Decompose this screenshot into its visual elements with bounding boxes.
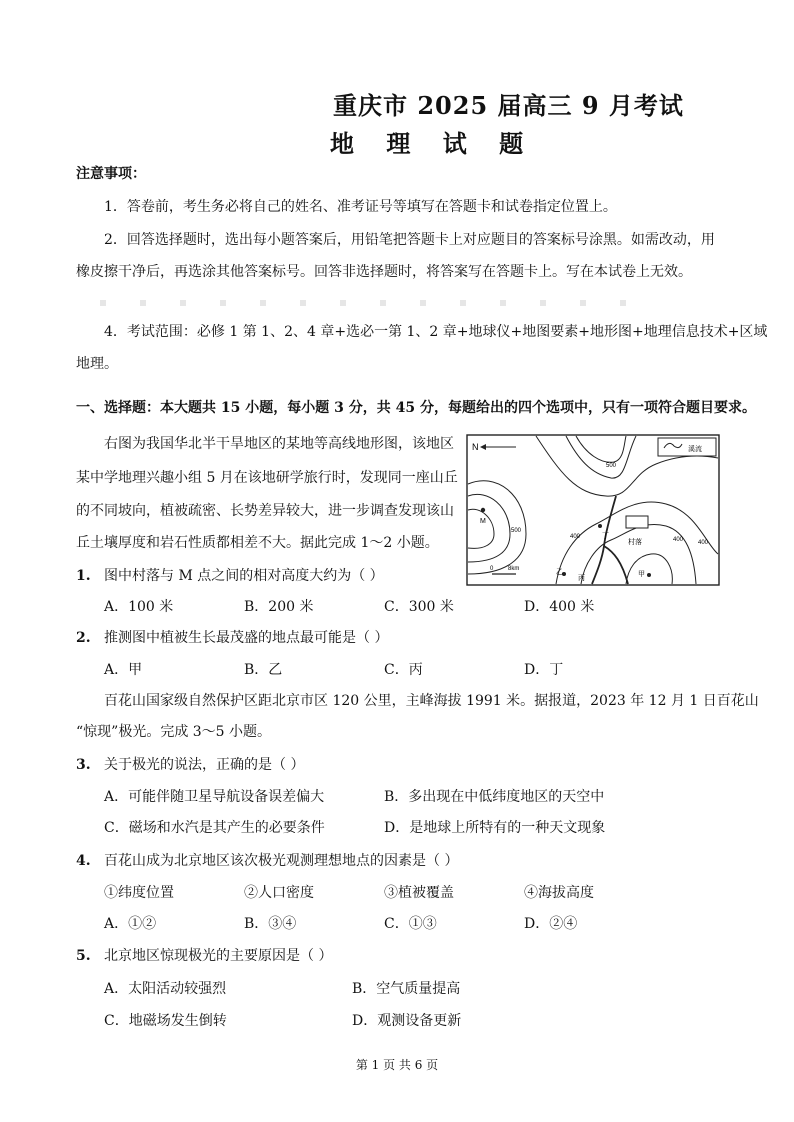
q4-stem: 百花山成为北京地区该次极光观测理想地点的因素是（ ） [104,853,459,869]
contour-label: 500 [511,528,522,534]
passage2-line1: 百花山国家级自然保护区距北京市区 120 公里，主峰海拔 1991 米。据报道，2023 年 12 月 1 日百花山 [104,693,759,709]
q3-option-c: C．磁场和水汽是其产生的必要条件 [104,820,325,836]
point-jia-label: 甲 [638,571,645,578]
q4-number: 4. [76,853,91,869]
q2-option-a: A．甲 [104,662,143,678]
point-jia-marker [647,573,651,577]
contour-label: 400 [698,540,709,546]
point-ding-marker [598,524,602,528]
q4-option-b: B．③④ [244,916,297,932]
contour-label: 400 [570,534,581,540]
point-m-label: M [480,518,486,525]
contour-label: 400 [673,537,684,543]
q3-option-d: D．是地球上所特有的一种天文现象 [384,820,606,836]
q3-stem: 关于极光的说法，正确的是（ ） [104,757,305,773]
point-yi-label: 乙 [556,569,563,576]
q1-option-a: A．100 米 [104,599,174,615]
q4-statement-4: ④海拔高度 [524,885,594,901]
q5-stem: 北京地区惊现极光的主要原因是（ ） [104,948,333,964]
notice-item-2-line2: 橡皮擦干净后，再选涂其他答案标号。回答非选择题时，将答案写在答题卡上。写在本试卷上无效。 [76,264,692,280]
section-heading: 一、选择题：本大题共 15 小题，每小题 3 分，共 45 分，每题给出的四个选项中，只有一项符合题目要求。 [76,400,756,416]
notice-heading: 注意事项： [76,166,146,182]
q3-number: 3. [76,757,91,773]
passage1-line2: 某中学地理兴趣小组 5 月在该地研学旅行时，发现同一座山丘 [76,470,458,486]
exam-title: 重庆市 2025 届高三 9 月考试 [333,91,684,120]
q1-option-c: C．300 米 [384,599,454,615]
passage1-line1: 右图为我国华北半干旱地区的某地等高线地形图，该地区 [104,436,454,452]
q5-option-c: C．地磁场发生倒转 [104,1013,227,1029]
faded-line [100,300,660,306]
q5-option-a: A．太阳活动较强烈 [104,981,227,997]
q3-option-b: B．多出现在中低纬度地区的天空中 [384,789,605,805]
q1-number: 1. [76,568,91,584]
scale-zero: 0 [490,566,494,572]
page-number: 第 1 页 共 6 页 [355,1058,439,1072]
notice-item-4-line1: 4．考试范围：必修 1 第 1、2、4 章+选必一第 1、2 章+地球仪+地图要素+地形图+地理信息技术+区域 [104,324,768,340]
q1-option-b: B．200 米 [244,599,314,615]
north-label: N [472,442,479,452]
notice-item-1: 1．答卷前，考生务必将自己的姓名、准考证号等填写在答题卡和试卷指定位置上。 [104,199,617,215]
village-label: 村落 [628,539,642,546]
q4-option-c: C．①③ [384,916,437,932]
q2-option-d: D．丁 [524,662,564,678]
scale-text: 8km [508,566,520,572]
q4-statement-2: ②人口密度 [244,885,314,901]
q5-option-d: D．观测设备更新 [352,1013,462,1029]
subject-title: 地 理 试 题 [330,129,536,158]
point-m-marker [481,508,485,512]
q3-option-a: A．可能伴随卫星导航设备误差偏大 [104,789,325,805]
contour-label: 500 [606,463,617,469]
point-bing-label: 丙 [578,575,585,582]
legend-label: 溪流 [688,446,702,453]
q4-option-a: A．①② [104,916,157,932]
q2-option-b: B．乙 [244,662,283,678]
q2-option-c: C．丙 [384,662,423,678]
contour-map [466,434,720,586]
q1-option-d: D．400 米 [524,599,595,615]
q4-statement-3: ③植被覆盖 [384,885,454,901]
q2-stem: 推测图中植被生长最茂盛的地点最可能是（ ） [104,630,389,646]
notice-item-2-line1: 2．回答选择题时，选出每小题答案后，用铅笔把答题卡上对应题目的答案标号涂黑。如需改动，用 [104,232,715,248]
village-symbol [626,516,648,528]
q5-option-b: B．空气质量提高 [352,981,461,997]
passage1-line3: 的不同坡向，植被疏密、长势差异较大，进一步调查发现该山 [76,503,454,519]
passage2-line2: “惊现”极光。完成 3～5 小题。 [76,724,272,740]
point-ding-label: 丁 [602,533,609,540]
notice-item-4-line2: 地理。 [76,356,118,372]
q5-number: 5. [76,948,91,964]
legend-box [658,438,716,456]
q4-option-d: D．②④ [524,916,578,932]
q1-stem: 图中村落与 M 点之间的相对高度大约为（ ） [104,568,384,584]
q4-statement-1: ①纬度位置 [104,885,174,901]
q2-number: 2. [76,630,91,646]
passage1-line4: 丘土壤厚度和岩石性质都相差不大。据此完成 1～2 小题。 [76,535,439,551]
